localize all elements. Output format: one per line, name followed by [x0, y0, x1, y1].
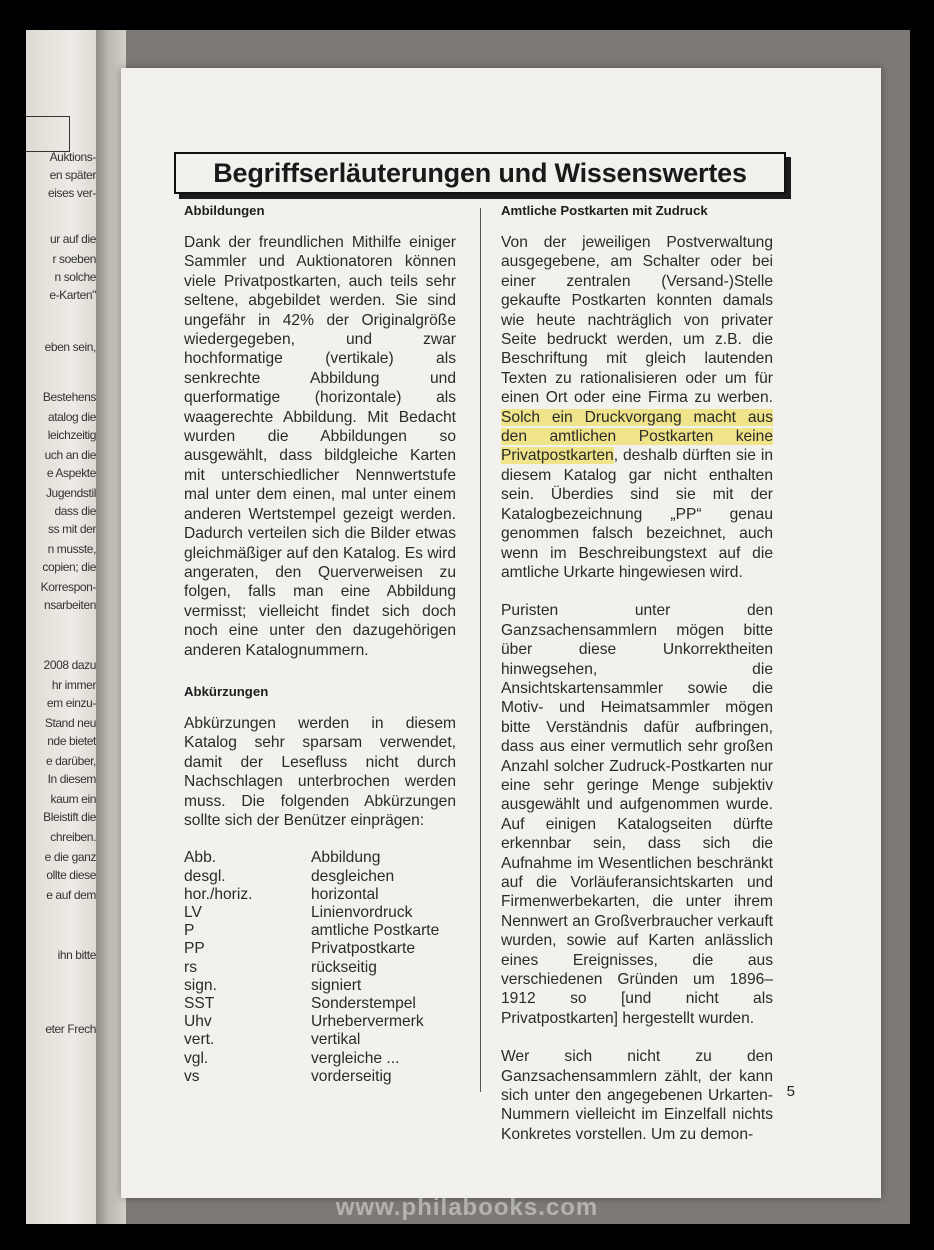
- left-page-line: uch an die: [44, 448, 96, 462]
- abbreviation-row: [184, 1013, 456, 1031]
- abbreviation-row: [184, 886, 456, 904]
- highlighted-text: Solch ein Druckvorgang macht aus den amtlichen Postkarten keine Privatpostkarten: [501, 408, 773, 465]
- abbreviation-meaning: Privatpostkarte: [311, 940, 416, 958]
- left-page-line: hr immer: [51, 678, 96, 692]
- abbreviation-row: [184, 1050, 456, 1068]
- left-page-line: eter Frech: [45, 1022, 96, 1036]
- abbreviation-key: LV: [184, 903, 202, 921]
- left-page-line: ihn bitte: [57, 948, 96, 962]
- abbreviation-row: [184, 904, 456, 922]
- left-page-line: Korrespon-: [40, 580, 96, 594]
- left-page-line: em einzu-: [46, 696, 96, 710]
- left-page-line: Bestehens: [42, 390, 96, 404]
- abbreviation-meaning: Sonderstempel: [311, 995, 416, 1012]
- left-page-line: leichzeitig: [47, 428, 96, 442]
- page-title: Begriffserläuterungen und Wissenswertes: [213, 157, 747, 188]
- left-page-box: [26, 116, 70, 152]
- left-page-line: eises ver-: [47, 186, 96, 200]
- abbreviation-key: SST: [184, 995, 215, 1012]
- abbreviation-meaning: vergleiche ...: [311, 1049, 400, 1067]
- abbreviation-meaning: vertikal: [311, 1031, 361, 1049]
- section-heading-amtliche-postkarten: Amtliche Postkarten mit Zudruck: [501, 203, 708, 218]
- left-page-line: Stand neu: [44, 716, 96, 730]
- abbreviation-key: rs: [184, 958, 197, 976]
- abbreviation-meaning: Linienvordruck: [311, 903, 413, 921]
- abbreviation-meaning: horizontal: [311, 885, 379, 903]
- abbreviation-row: [184, 940, 456, 958]
- paragraph-puristen: Puristen unter den Ganzsachensammlern mögen bitte über diese Unkorrektheiten hinwegsehen, die Ansichtskartensammler sowie die Motiv- und Heimatsammler mögen bitte Verständnis dafür aufbringen, dass aus einer vermutlich sehr großen Anzahl solcher Zudruck-Postkarten nur eine sehr geringe Menge subjektiv ausgewählt und aufgenommen wurde. Auf einigen Katalogseiten dürfte erkennbar sein, dass sich die Aufnahme im Wesentlichen beschränkt auf die Vorläuferansichtskarten und Firmenwerbekarten, die unter ihrem Nennwert an Großverbraucher verkauft wurden, sowie auf Karten anlässlich eines Ereignisses, die aus verschiedenen Gründen um 1896–1912 so [und nicht als Privatpostkarten] hergestellt wurden.: [501, 602, 773, 1027]
- left-page-line: atalog die: [47, 410, 96, 424]
- paragraph-ganzsachensammler: Wer sich nicht zu den Ganzsachensammlern zählt, der kann sich unter den angegebenen Urkarten-Nummern vielleicht im Einzelfall nichts Konkretes vorstellen. Um zu demon-: [501, 1048, 773, 1143]
- left-page-line: n solche: [54, 270, 96, 284]
- abbreviation-key: vs: [184, 1067, 200, 1085]
- left-page-line: In diesem: [47, 772, 96, 786]
- left-page-line: Bleistift die: [43, 810, 96, 824]
- abbreviation-key: vgl.: [184, 1049, 209, 1067]
- left-page-line: ollte diese: [46, 868, 96, 882]
- abbreviation-meaning: rückseitig: [311, 958, 377, 976]
- title-box: [174, 152, 786, 194]
- abbreviation-key: hor./horiz.: [184, 885, 253, 903]
- abbreviation-meaning: desgleichen: [311, 867, 395, 885]
- abbreviation-key: Abb.: [184, 849, 217, 867]
- abbreviation-key: P: [184, 922, 195, 940]
- abbreviation-row: [184, 868, 456, 886]
- left-page-line: Auktions-: [49, 150, 96, 164]
- left-page-line: e Aspekte: [46, 466, 96, 480]
- left-page-line: 2008 dazu: [43, 658, 96, 672]
- left-page-line: nsarbeiten: [43, 598, 96, 612]
- right-page: [121, 68, 881, 1198]
- left-page-line: e die ganz: [44, 850, 96, 864]
- abbreviation-key: sign.: [184, 976, 217, 994]
- paragraph-abkuerzungen: Abkürzungen werden in diesem Katalog sehr sparsam verwendet, damit der Lesefluss nicht durch Nachschlagen unterbrochen werden muss. Die folgenden Abkürzungen sollte sich der Benützer einprägen:: [184, 714, 456, 829]
- left-page-line: en später: [49, 168, 96, 182]
- paragraph-zudruck-end: , deshalb dürften sie in diesem Katalog gar nicht enthalten sein. Überdies sind sie mit der Katalogbezeichnung „PP“ genau genommen falsch bezeichnet, auch wenn im Beschreibungstext auf die amtliche Urkarte hingewiesen wird.: [501, 447, 773, 581]
- left-page-line: kaum ein: [50, 792, 96, 806]
- left-page-line: r soeben: [52, 252, 96, 266]
- column-divider: [480, 208, 481, 1092]
- left-page-line: e-Karten": [49, 288, 96, 302]
- watermark-text: www.philabooks.com: [335, 1194, 599, 1221]
- abbreviation-row: [184, 995, 456, 1013]
- abbreviation-row: [184, 922, 456, 940]
- abbreviation-meaning: vorderseitig: [311, 1067, 392, 1085]
- left-page-line: ur auf die: [49, 232, 96, 246]
- paragraph-abbildungen: Dank der freundlichen Mithilfe einiger Sammler und Auktionatoren können viele Privatpostkarten, auch teils sehr seltene, abgebildet werden. Sie sind ungefähr in 42% der Originalgröße wiedergegeben, und zwar hochformatige (vertikale) als senkrechte Abbildung und querformatige (horizontale) als waagerechte Abbildung. Mit Bedacht wurden die Abbildungen so ausgewählt, dass bildgleiche Karten mit unterschiedlicher Nennwertstufe mal unter dem einen, mal unter einem anderen Wertstempel gezeigt werden. Dadurch verteilen sich die Bilder etwas gleichmäßiger auf den Katalog. Es wird angeraten, den Querverweisen zu folgen, falls man eine Abbildung vermisst; vielleicht findet sich doch noch eine unter den dazugehörigen anderen Katalognummern.: [184, 234, 456, 659]
- left-page-line: eben sein,: [44, 340, 96, 354]
- abbreviation-key: vert.: [184, 1031, 215, 1049]
- abbreviation-list: [184, 849, 456, 1086]
- left-page-line: e auf dem: [46, 888, 96, 902]
- abbreviation-key: Uhv: [184, 1013, 212, 1031]
- left-page-line: Jugendstil: [45, 486, 96, 500]
- section-heading-abbildungen: Abbildungen: [184, 203, 265, 218]
- left-column: [184, 202, 456, 1086]
- book-photo: [26, 30, 910, 1224]
- abbreviation-key: PP: [184, 940, 205, 958]
- right-column: [501, 202, 773, 1144]
- left-page-line: copien; die: [42, 560, 96, 574]
- abbreviation-key: desgl.: [184, 867, 226, 885]
- abbreviation-meaning: signiert: [311, 976, 362, 994]
- paragraph-zudruck-start: Von der jeweiligen Postverwaltung ausgegebene, am Schalter oder bei einer zentralen (Versand-)Stelle gekaufte Postkarten konnten damals wie heute nachträglich von privater Seite bedruckt werden, um z.B. die Beschriftung mit gleich lautenden Texten zu rationalisieren oder um für einen Ort oder eine Firma zu werben.: [501, 234, 773, 407]
- left-page-line: n musste,: [47, 542, 96, 556]
- left-page-line: dass die: [54, 504, 96, 518]
- section-heading-abkuerzungen: Abkürzungen: [184, 683, 269, 699]
- abbreviation-row: [184, 1068, 456, 1086]
- abbreviation-meaning: amtliche Postkarte: [311, 922, 440, 940]
- left-page-line: ss mit der: [47, 522, 96, 536]
- abbreviation-row: [184, 977, 456, 995]
- left-page-line: e darüber,: [45, 754, 96, 768]
- paragraph-zudruck: [501, 233, 773, 582]
- abbreviation-meaning: Urhebervermerk: [311, 1013, 424, 1031]
- left-page: [26, 30, 104, 1224]
- abbreviation-meaning: Abbildung: [311, 849, 381, 867]
- abbreviation-row: [184, 959, 456, 977]
- left-page-line: chreiben.: [50, 830, 96, 844]
- abbreviation-row: [184, 849, 456, 867]
- page-number: 5: [786, 1083, 795, 1100]
- abbreviation-row: [184, 1031, 456, 1049]
- left-page-line: nde bietet: [47, 734, 96, 748]
